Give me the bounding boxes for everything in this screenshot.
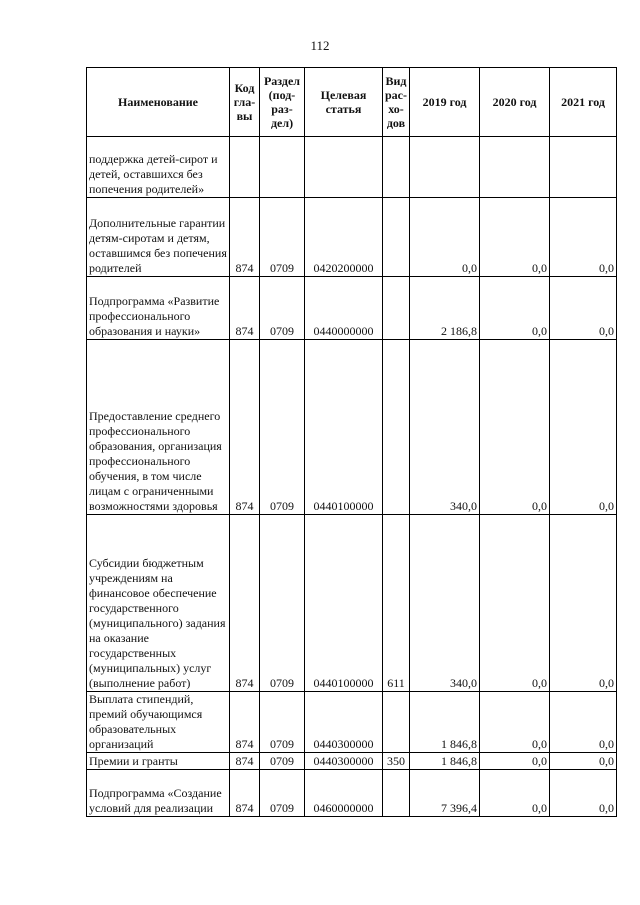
row-name: Выплата стипендий, премий обучающимся образовательных организаций xyxy=(87,692,230,753)
row-2019: 1 846,8 xyxy=(410,753,480,770)
row-name: Субсидии бюджетным учреждениям на финансовое обеспечение государственного (муниципального) задания на оказание государственных (муниципальных) услуг (выполнение работ) xyxy=(87,515,230,692)
row-section: 0709 xyxy=(260,340,305,515)
row-2019: 7 396,4 xyxy=(410,770,480,817)
row-2021: 0,0 xyxy=(550,198,617,277)
row-expense-type xyxy=(383,770,410,817)
table-header-row xyxy=(87,68,617,137)
row-2019: 340,0 xyxy=(410,515,480,692)
row-chapter xyxy=(230,137,260,198)
row-2020: 0,0 xyxy=(480,515,550,692)
row-chapter: 874 xyxy=(230,770,260,817)
row-article: 0440100000 xyxy=(305,515,383,692)
header-year-2019: 2019 год xyxy=(410,68,480,137)
row-2019: 0,0 xyxy=(410,198,480,277)
table-row xyxy=(87,692,617,753)
header-name: Наименование xyxy=(87,68,230,137)
row-name: поддержка детей-сирот и детей, оставшихся без попечения родителей» xyxy=(87,137,230,198)
table-row xyxy=(87,137,617,198)
header-expense-type: Вид рас-хо-дов xyxy=(383,68,410,137)
row-2020: 0,0 xyxy=(480,753,550,770)
header-section: Раздел (под-раз-дел) xyxy=(260,68,305,137)
row-2020 xyxy=(480,137,550,198)
row-name: Предоставление среднего профессионального образования, организация профессионального обучения, в том числе лицам с ограниченными возможностями здоровья xyxy=(87,340,230,515)
row-2019: 340,0 xyxy=(410,340,480,515)
row-name: Подпрограмма «Развитие профессионального образования и науки» xyxy=(87,277,230,340)
row-2021: 0,0 xyxy=(550,340,617,515)
row-2019 xyxy=(410,137,480,198)
header-year-2020: 2020 год xyxy=(480,68,550,137)
budget-table xyxy=(86,67,617,817)
row-2021: 0,0 xyxy=(550,753,617,770)
row-article: 0440100000 xyxy=(305,340,383,515)
row-article: 0440300000 xyxy=(305,692,383,753)
row-2021: 0,0 xyxy=(550,692,617,753)
table-row xyxy=(87,277,617,340)
table-row xyxy=(87,198,617,277)
row-2020: 0,0 xyxy=(480,277,550,340)
row-2020: 0,0 xyxy=(480,198,550,277)
row-article: 0440300000 xyxy=(305,753,383,770)
row-chapter: 874 xyxy=(230,692,260,753)
row-article: 0460000000 xyxy=(305,770,383,817)
row-article: 0420200000 xyxy=(305,198,383,277)
table-row xyxy=(87,515,617,692)
page-number: 112 xyxy=(310,38,330,53)
row-section xyxy=(260,137,305,198)
row-2021: 0,0 xyxy=(550,277,617,340)
row-expense-type: 350 xyxy=(383,753,410,770)
row-2019: 1 846,8 xyxy=(410,692,480,753)
row-expense-type xyxy=(383,340,410,515)
row-chapter: 874 xyxy=(230,340,260,515)
row-section: 0709 xyxy=(260,753,305,770)
row-name: Дополнительные гарантии детям-сиротам и детям, оставшимся без попечения родителей xyxy=(87,198,230,277)
header-chapter-code: Код гла-вы xyxy=(230,68,260,137)
row-section: 0709 xyxy=(260,277,305,340)
row-chapter: 874 xyxy=(230,277,260,340)
row-expense-type xyxy=(383,277,410,340)
row-2021 xyxy=(550,137,617,198)
row-name: Подпрограмма «Создание условий для реализации xyxy=(87,770,230,817)
row-2021: 0,0 xyxy=(550,770,617,817)
row-expense-type xyxy=(383,137,410,198)
row-chapter: 874 xyxy=(230,198,260,277)
row-section: 0709 xyxy=(260,770,305,817)
table-row xyxy=(87,340,617,515)
row-2021: 0,0 xyxy=(550,515,617,692)
row-expense-type: 611 xyxy=(383,515,410,692)
row-chapter: 874 xyxy=(230,515,260,692)
row-section: 0709 xyxy=(260,515,305,692)
row-2020: 0,0 xyxy=(480,340,550,515)
row-2020: 0,0 xyxy=(480,692,550,753)
row-2019: 2 186,8 xyxy=(410,277,480,340)
table-row xyxy=(87,770,617,817)
table-row xyxy=(87,753,617,770)
row-section: 0709 xyxy=(260,198,305,277)
header-year-2021: 2021 год xyxy=(550,68,617,137)
row-2020: 0,0 xyxy=(480,770,550,817)
row-article xyxy=(305,137,383,198)
row-expense-type xyxy=(383,198,410,277)
row-name: Премии и гранты xyxy=(87,753,230,770)
row-chapter: 874 xyxy=(230,753,260,770)
row-section: 0709 xyxy=(260,692,305,753)
header-target-article: Целевая статья xyxy=(305,68,383,137)
row-article: 0440000000 xyxy=(305,277,383,340)
row-expense-type xyxy=(383,692,410,753)
